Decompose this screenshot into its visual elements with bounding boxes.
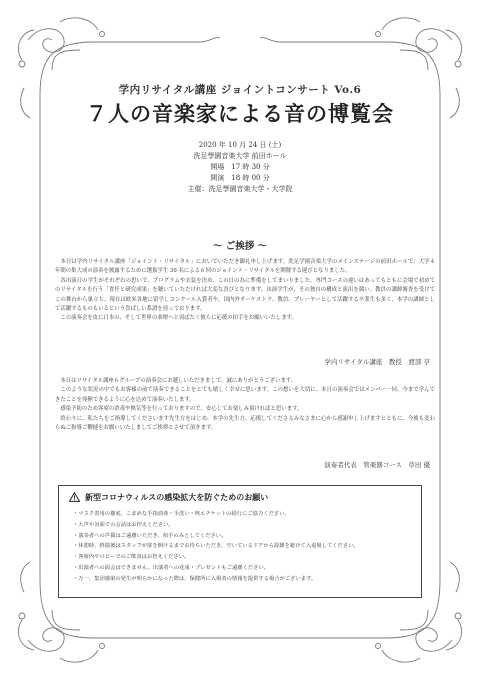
greeting-paragraph: この演奏会を皮に日本の、そして世界の楽壇へと羽ばたく彼らに応援の拍手をお願いいたします。 [60,315,297,322]
notice-list [73,509,359,585]
greeting-paragraph: 終わりに、私たちをご指導してくださいます先生方をはじめ、本学の先生方、応援してくださるみなさまに心から感謝申し上げますとともに、今後も変わらぬご指導ご鞭撻をお願いいたしましてご挨拶とさせて頂きます。 [55,415,435,432]
notice-item: ・出演者への面会はできません。出演者への花束・プレゼントもご遠慮ください。 [73,564,270,571]
greeting-paragraph: このような状況の中でもお客様の前で演奏できることをとても嬉しく幸せに思います。この想いを大切に、本日の演奏会ではメンバー一同、今まで学んできたことを発揮できるように心を込めて演奏いたします。 [55,387,435,403]
notice-item: ・マスク着用の徹底、こまめな手指消毒・手洗い・咳エチケットの励行にご協力ください。 [73,511,290,517]
concert-subtitle: 学内リサイタル講座 ジョイントコンサート Vo.6 [118,84,362,96]
professor-signature: 学内リサイタル講座 教授 渡部 亨 [324,358,430,366]
event-date: 2020 年 10 月 24 日 (土) [198,141,282,149]
notice-item: ・万一、集団感染の発生が明らかになった際は、保健所に入場者の情報を提供する場合がございます。 [73,575,317,582]
greeting-professor [55,258,435,324]
greeting-paragraph: 感染予防のため客席の消毒や換気等を行っておりますので、安心してお楽しみ頂ければと思います。 [60,406,303,413]
notice-title: 新型コロナウィルスの感染拡大を防ぐためのお願い [85,492,269,502]
notice-item: ・大声や対面での会話はお控えください。 [73,521,174,528]
notice-item: ・演奏者への声援はご遠慮いただき、拍手のみとしてください。 [73,532,227,539]
notice-item: ・客席内やロビーでのご飲食はお控えください。 [73,554,190,561]
doors-open-time: 開場 17 時 30 分 [210,163,270,171]
warning-triangle-icon [69,492,80,502]
greeting-paragraph: 本日はリサイタル講座６グループの演奏会にお越しいただきまして、誠にありがとうございます。 [60,378,297,384]
notice-item: ・休憩時、終演後はスタッフが扉を開けるまでお待ちいただき、空いているドアから混雑を避けて入退場してください。 [73,543,359,550]
greeting-paragraph: 各出演日の学生がそれぞれの思いで、プログラムや衣装を決め、この日の為に準備をしてまいりました。専門コースの違いはあってもともに会場で初めてのリサイタルを行う「責任と研究成果」を聴いていただければ大変な喜びとなります。出演学生が、その独自の構成と演出を競い、教員の講師審査を受けてこの舞台から巣立ち、現在は欧米各地に留学しコンクール入賞者や、国内外オーケストラ、教員、プレーヤーとして活躍する卒業生も多く、本学の講師として活躍するものもいるという喜ばしい系譜を持っております。 [55,277,435,313]
greeting-heading: ～ ご挨拶 ～ [212,241,268,252]
organizer: 主催：洗足學園音楽大学・大学院 [187,185,293,193]
greeting-paragraph: 本日は学内リサイタル講座「ジョイント・リサイタル」においでいただき御礼申し上げます。洗足学園音楽大学のメインステージの前田ホールで、大学４年間の集大成の演奏を披露するために選抜学生 39 名による６回のジョイント・リサイタルを開催する運びとなりました。 [55,259,435,275]
greeting-performers [55,377,435,433]
event-venue: 洗足學園音楽大学 前田ホール [193,152,287,160]
covid-notice-box [58,485,422,598]
performer-signature: 演奏者代表 管楽器コース 草田 優 [324,461,430,469]
event-info [0,140,480,195]
concert-title: ７人の音楽家による音の博覧会 [86,101,394,126]
start-time: 開演 18 時 00 分 [210,174,270,182]
